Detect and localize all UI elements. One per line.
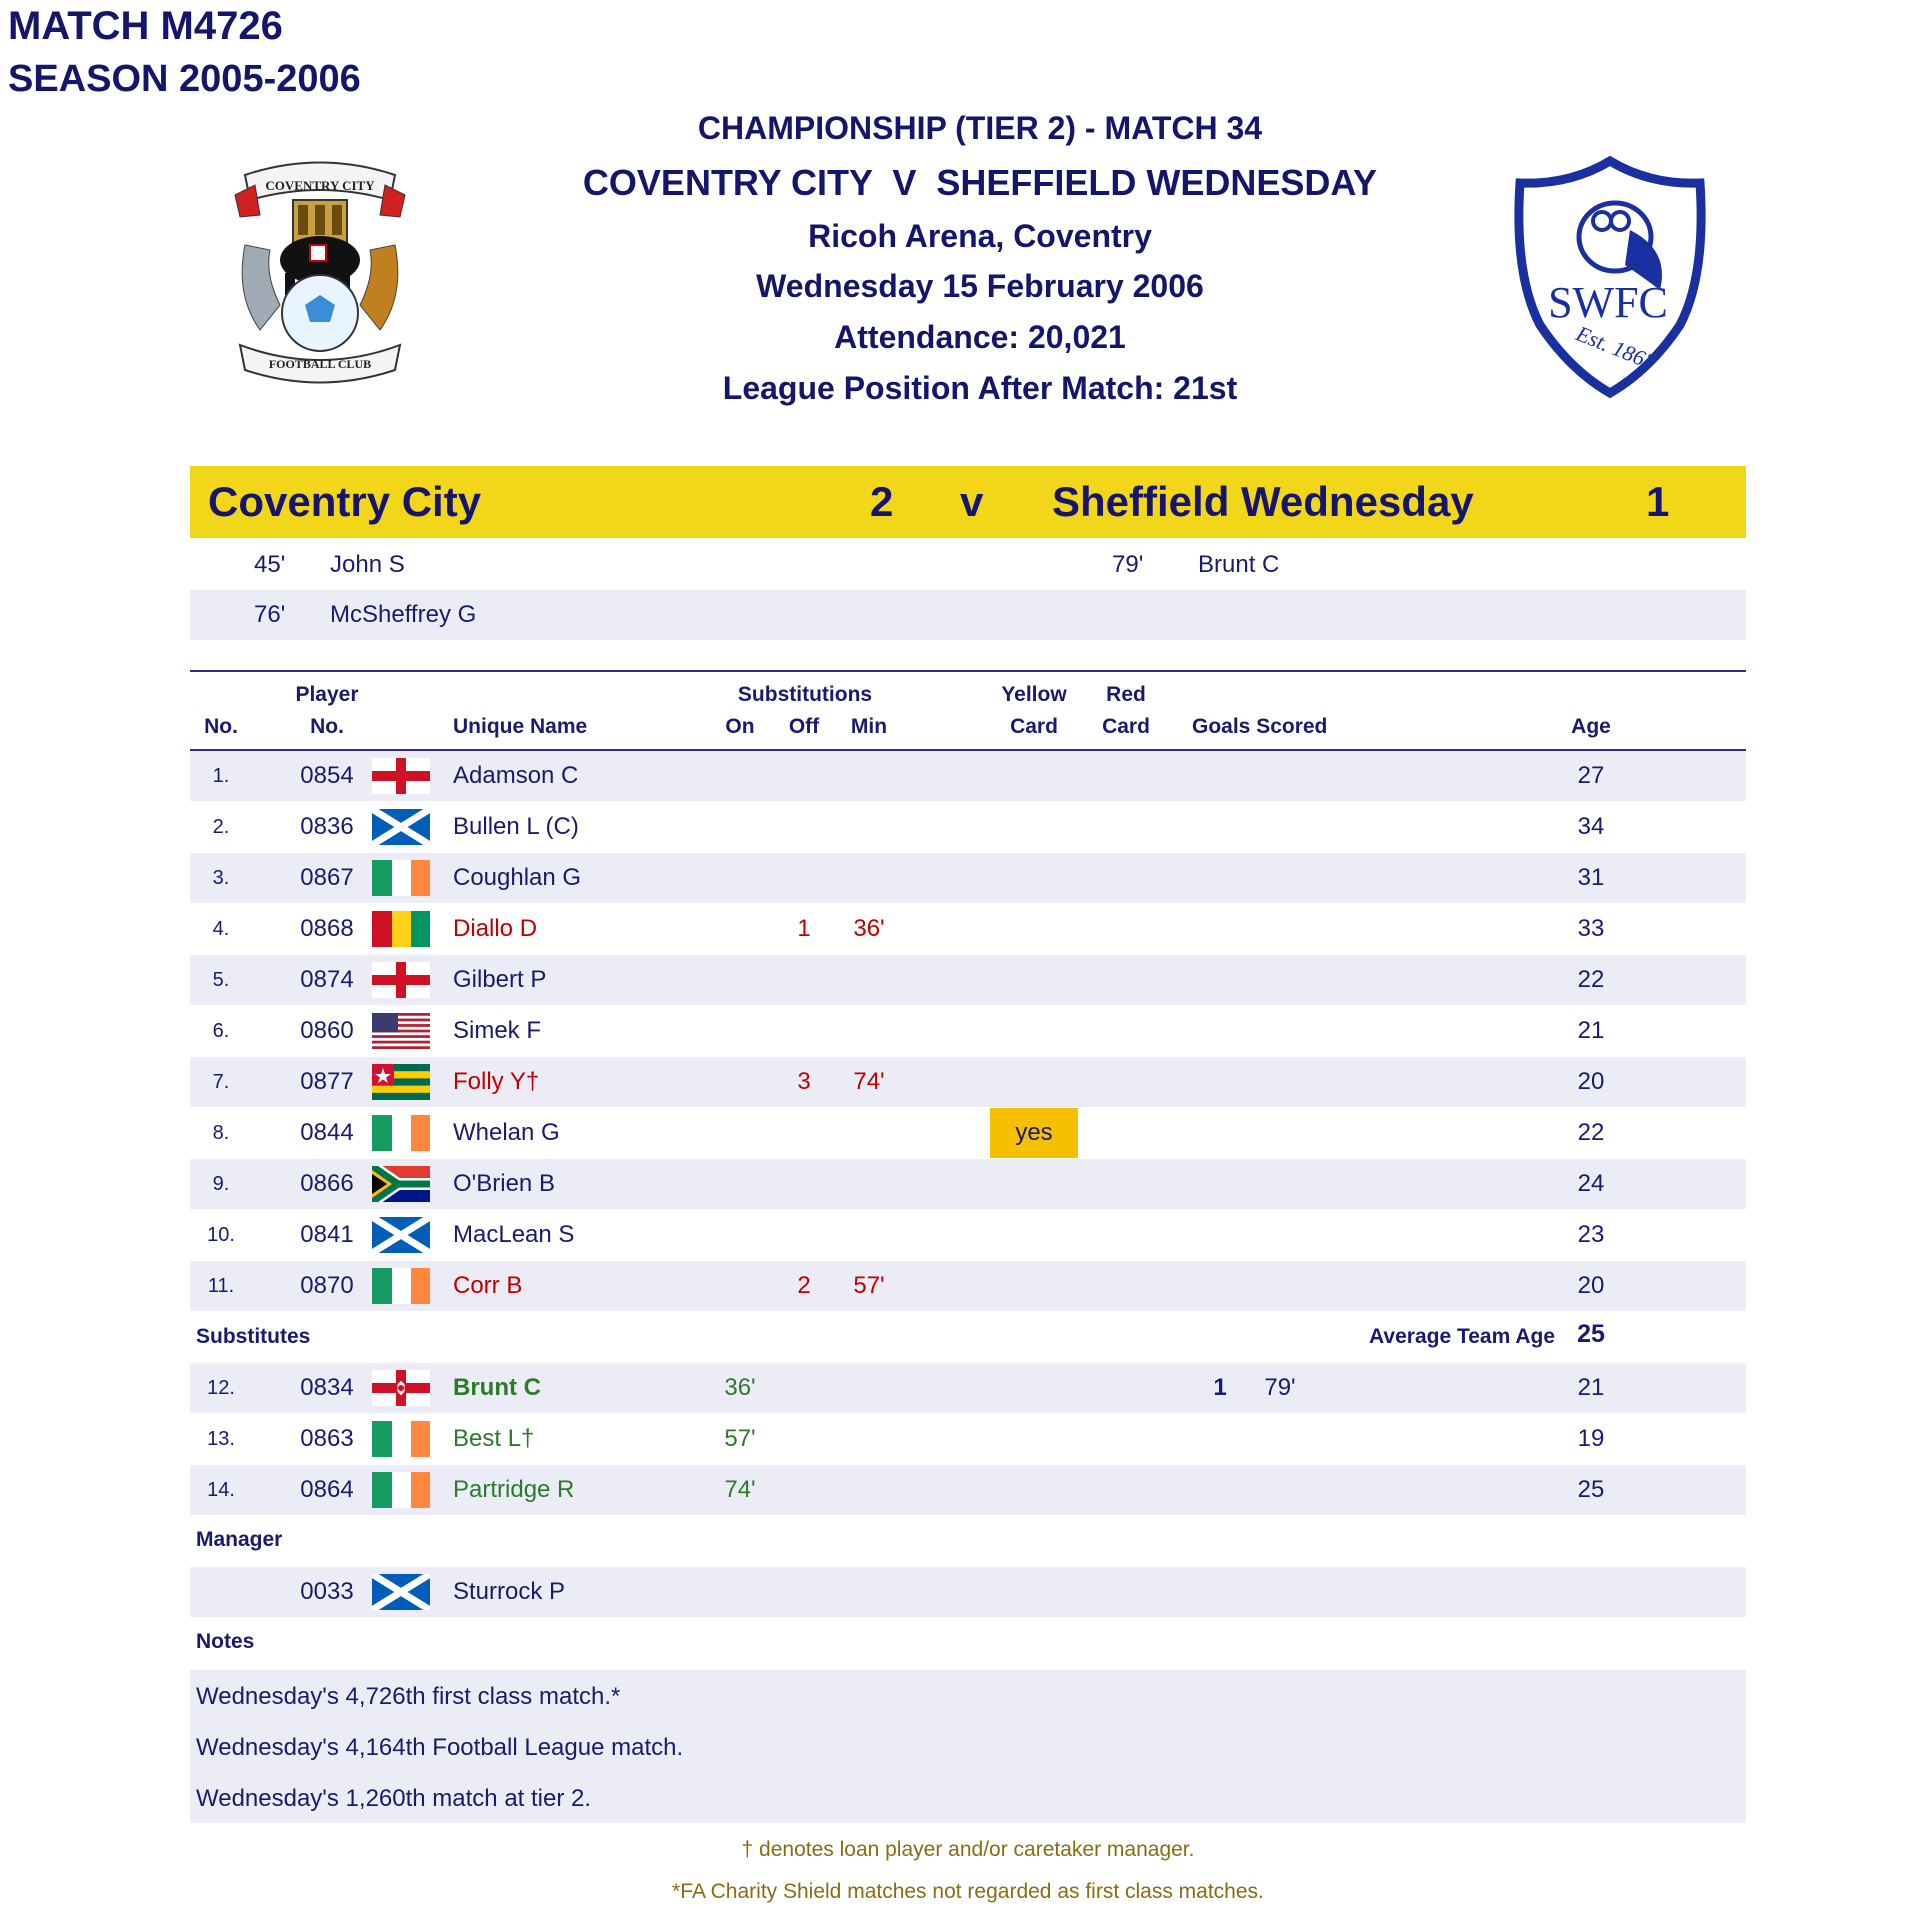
- scotland-flag-icon: [372, 1217, 430, 1253]
- togo-flag-icon: [372, 1064, 430, 1100]
- coventry-crest: [225, 155, 415, 385]
- player-name: Partridge R: [453, 1476, 575, 1503]
- player-number: 0864: [300, 1476, 354, 1503]
- player-number: 0874: [300, 966, 354, 993]
- col-yellow-1: Yellow: [1001, 683, 1067, 706]
- home-team: Coventry City: [208, 478, 482, 525]
- scotland-flag-icon: [372, 809, 430, 845]
- player-number: 0863: [300, 1425, 354, 1452]
- player-age: 20: [1577, 1068, 1605, 1095]
- crest-text-bottom: FOOTBALL CLUB: [268, 357, 372, 371]
- player-name: Bullen L (C): [453, 813, 579, 840]
- player-number: 0841: [300, 1221, 354, 1248]
- col-substitutions: Substitutions: [737, 683, 873, 706]
- sub-off: 1: [797, 915, 811, 942]
- sub-on: 36': [724, 1374, 756, 1401]
- substitutes-label: Substitutes: [196, 1325, 311, 1348]
- vs-label: v: [960, 478, 984, 525]
- player-age: 24: [1577, 1170, 1605, 1197]
- england-flag-icon: [372, 962, 430, 998]
- table-top-rule: [190, 670, 1746, 672]
- sub-min: 57': [853, 1272, 885, 1299]
- crest-swfc-text: SWFC: [1548, 278, 1668, 327]
- row-number: 9.: [212, 1173, 230, 1195]
- player-number: 0844: [300, 1119, 354, 1146]
- manager-flag-icon: [372, 1574, 430, 1610]
- col-player-no-1: Player: [295, 683, 359, 706]
- player-age: 20: [1577, 1272, 1605, 1299]
- player-age: 27: [1577, 762, 1605, 789]
- row-number: 12.: [207, 1377, 235, 1399]
- player-number: 0868: [300, 915, 354, 942]
- ireland-flag-icon: [372, 860, 430, 896]
- england-flag-icon: [372, 758, 430, 794]
- player-age: 22: [1577, 1119, 1605, 1146]
- season-label: SEASON 2005-2006: [8, 58, 361, 100]
- home-scorer-name: McSheffrey G: [330, 601, 477, 628]
- col-no: No.: [204, 715, 238, 738]
- player-age: 23: [1577, 1221, 1605, 1248]
- player-name: Simek F: [453, 1017, 542, 1044]
- goal-minute: 79': [1264, 1374, 1296, 1401]
- player-age: 21: [1577, 1017, 1605, 1044]
- crest-text-top: COVENTRY CITY: [265, 178, 375, 193]
- player-age: 19: [1577, 1425, 1605, 1452]
- player-name: Diallo D: [453, 915, 538, 942]
- swfc-crest: [1510, 155, 1710, 400]
- sub-min: 36': [853, 915, 885, 942]
- player-number: 0867: [300, 864, 354, 891]
- player-name: Corr B: [453, 1272, 523, 1299]
- player-age: 34: [1577, 813, 1605, 840]
- player-age: 31: [1577, 864, 1605, 891]
- player-name: Coughlan G: [453, 864, 582, 891]
- row-number: 1.: [212, 765, 230, 787]
- ireland-flag-icon: [372, 1115, 430, 1151]
- row-number: 11.: [207, 1275, 235, 1297]
- sub-min: 74': [853, 1068, 885, 1095]
- away-scorer-name: Brunt C: [1198, 551, 1280, 578]
- sub-off: 3: [797, 1068, 811, 1095]
- player-name: Whelan G: [453, 1119, 560, 1146]
- col-unique-name: Unique Name: [453, 715, 588, 738]
- yellow-card: yes: [990, 1108, 1078, 1158]
- col-min: Min: [850, 715, 888, 738]
- player-number: 0854: [300, 762, 354, 789]
- row-number: 4.: [212, 918, 230, 940]
- note-line: Wednesday's 1,260th match at tier 2.: [196, 1785, 592, 1812]
- note-line: Wednesday's 4,726th first class match.*: [196, 1683, 621, 1710]
- sub-off: 2: [797, 1272, 811, 1299]
- player-number: 0870: [300, 1272, 354, 1299]
- venue: Ricoh Arena, Coventry: [808, 218, 1152, 254]
- col-goals: Goals Scored: [1192, 715, 1328, 738]
- player-number: 0860: [300, 1017, 354, 1044]
- footnote-charity-shield: *FA Charity Shield matches not regarded as first class matches.: [672, 1880, 1264, 1903]
- home-scorer-min: 45': [254, 551, 286, 578]
- southafrica-flag-icon: [372, 1166, 430, 1202]
- player-name: O'Brien B: [453, 1170, 555, 1197]
- row-number: 10.: [207, 1224, 235, 1246]
- player-name: MacLean S: [453, 1221, 575, 1248]
- sub-on: 74': [724, 1476, 756, 1503]
- usa-flag-icon: [372, 1013, 430, 1049]
- manager-label: Manager: [196, 1528, 283, 1551]
- manager-name: Sturrock P: [453, 1578, 566, 1605]
- away-goals: 1: [1646, 478, 1670, 525]
- row-number: 14.: [207, 1479, 235, 1501]
- competition-title: CHAMPIONSHIP (TIER 2) - MATCH 34: [697, 110, 1263, 146]
- player-age: 21: [1577, 1374, 1605, 1401]
- sub-on: 57': [724, 1425, 756, 1452]
- home-goals: 2: [870, 478, 894, 525]
- row-number: 5.: [212, 969, 230, 991]
- row-number: 3.: [212, 867, 230, 889]
- player-name: Brunt C: [453, 1374, 541, 1401]
- row-number: 2.: [212, 816, 230, 838]
- player-name: Gilbert P: [453, 966, 547, 993]
- away-scorer-min: 79': [1112, 551, 1144, 578]
- league-position: League Position After Match: 21st: [722, 370, 1238, 406]
- col-yellow-2: Card: [1010, 715, 1058, 738]
- col-player-no-2: No.: [310, 715, 344, 738]
- home-scorer-name: John S: [330, 551, 405, 578]
- guinea-flag-icon: [372, 911, 430, 947]
- ireland-flag-icon: [372, 1472, 430, 1508]
- player-name: Best L†: [453, 1425, 535, 1452]
- away-team: Sheffield Wednesday: [1052, 478, 1474, 525]
- col-red-2: Card: [1102, 715, 1150, 738]
- player-age: 22: [1577, 966, 1605, 993]
- manager-player-no: 0033: [300, 1578, 354, 1605]
- player-age: 33: [1577, 915, 1605, 942]
- notes-label: Notes: [196, 1630, 255, 1653]
- row-number: 13.: [207, 1428, 235, 1450]
- player-number: 0836: [300, 813, 354, 840]
- player-name: Folly Y†: [453, 1068, 540, 1095]
- col-off: Off: [788, 715, 820, 738]
- player-number: 0866: [300, 1170, 354, 1197]
- ireland-flag-icon: [372, 1421, 430, 1457]
- row-number: 7.: [212, 1071, 230, 1093]
- row-number: 6.: [212, 1020, 230, 1042]
- home-scorer-min: 76': [254, 601, 286, 628]
- crest-est-text: Est. 1867: [1572, 320, 1660, 375]
- player-number: 0834: [300, 1374, 354, 1401]
- goals-scored: 1: [1213, 1374, 1227, 1401]
- nireland-flag-icon: [372, 1370, 430, 1406]
- match-date: Wednesday 15 February 2006: [756, 268, 1204, 304]
- match-id: MATCH M4726: [8, 4, 283, 48]
- fixture-title: COVENTRY CITY V SHEFFIELD WEDNESDAY: [582, 162, 1378, 203]
- note-line: Wednesday's 4,164th Football League match.: [196, 1734, 684, 1761]
- player-number: 0877: [300, 1068, 354, 1095]
- col-red-1: Red: [1106, 683, 1146, 706]
- player-name: Adamson C: [453, 762, 579, 789]
- average-age-label: Average Team Age: [1369, 1325, 1555, 1348]
- attendance: Attendance: 20,021: [834, 319, 1126, 355]
- col-on: On: [725, 715, 755, 738]
- row-number: 8.: [212, 1122, 230, 1144]
- score-bar: [190, 466, 1746, 538]
- player-age: 25: [1577, 1476, 1605, 1503]
- footnote-loan: † denotes loan player and/or caretaker manager.: [741, 1838, 1195, 1861]
- average-age-value: 25: [1577, 1320, 1605, 1348]
- col-age: Age: [1571, 715, 1611, 738]
- ireland-flag-icon: [372, 1268, 430, 1304]
